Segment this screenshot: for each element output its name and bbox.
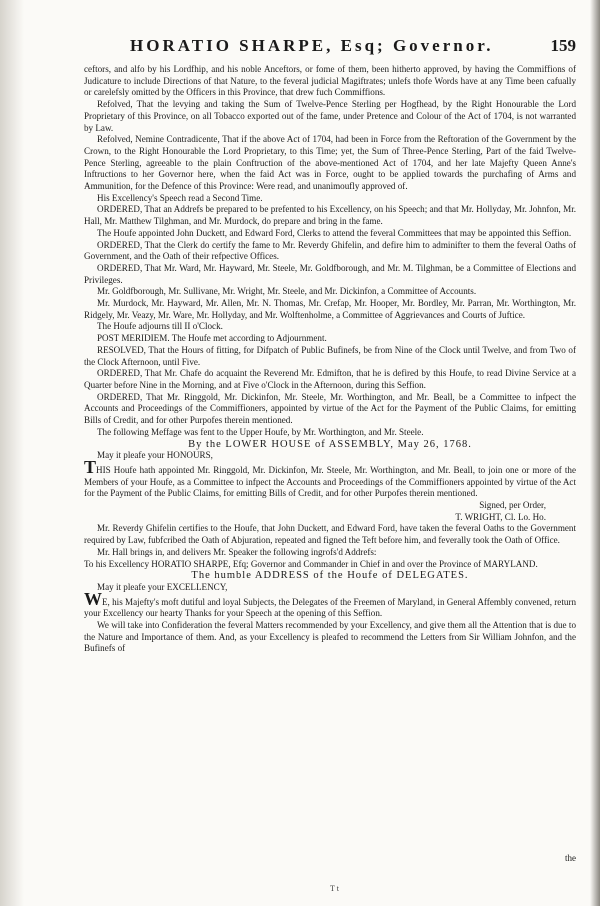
- paragraph: Refolved, Nemine Contradicente, That if the above Act of 1704, had been in Force from the Reftoration of the Government by the Crown, to the Right Honourable the Lord Proprietary, to this Time; yet, the Sum of Three-Pence Sterling, Part of the faid Twelve-Pence Sterling, agreeable to the plain Conftruction of the above-mentioned Act of 1704, and her late Majefty Queen Anne's Inftructions to her Governor here, when the faid Act was in Force, ought to be applied towards the purchafing of Arms and Ammunition, for the Defence of this Province: Were read, and unanimoufly approved of.: [84, 134, 576, 192]
- paragraph: The Houfe adjourns till II o'Clock.: [97, 321, 223, 332]
- section-heading: The humble ADDRESS of the Houfe of DELEGATES.: [191, 570, 469, 582]
- signature-line: Signed, per Order,: [479, 500, 546, 511]
- catchword: the: [565, 853, 576, 863]
- signature-mark: T t: [330, 884, 339, 893]
- signature-line: T. WRIGHT, Cl. Lo. Ho.: [455, 511, 546, 522]
- running-head: HORATIO SHARPE, Esq; Governor.: [130, 36, 494, 55]
- page-body: [84, 64, 576, 655]
- paragraph: ORDERED, That the Clerk do certify the fame to Mr. Reverdy Ghifelin, and defire him to adminifter to them the feveral Oaths of Government, and the Oath of their refpective Offices.: [84, 239, 576, 262]
- paragraph: RESOLVED, That the Hours of fitting, for Difpatch of Public Bufinefs, be from Nine of the Clock until Twelve, and from Two of the Clock Afternoon, until Five.: [84, 344, 576, 367]
- paragraph: Mr. Goldfborough, Mr. Sullivane, Mr. Wright, Mr. Steele, and Mr. Dickinfon, a Committee of Accounts.: [97, 286, 477, 297]
- paragraph: [84, 456, 576, 500]
- page-header: [70, 36, 576, 58]
- drop-cap: T: [84, 456, 97, 477]
- paragraph: May it pleafe your HONOURS,: [97, 450, 213, 461]
- paragraph: May it pleafe your EXCELLENCY,: [97, 581, 228, 592]
- paragraph: ORDERED, That an Addrefs be prepared to be prefented to his Excellency, on his Speech; and that Mr. Hollyday, Mr. Johnfon, Mr. Hall, Mr. Matthew Tilghman, and Mr. Murdock, do prepare and bring in the fame.: [84, 204, 576, 227]
- paragraph: [84, 588, 576, 620]
- paragraph: POST MERIDIEM. The Houfe met according to Adjournment.: [97, 333, 327, 344]
- paragraph: ceftors, and alfo by his Lordfhip, and his noble Anceftors, or fome of them, been hitherto approved, by having the Commiffions of Judicature to include Directions of that Nature, to the feveral judicial Magiftrates; unlefs thofe Words have at any Time been cafually or carelefsly omitted by the Officers in this Province, that drew fuch Commiffions.: [84, 64, 576, 98]
- page-number: 159: [550, 36, 576, 55]
- paragraph: ORDERED, That Mr. Chafe do acquaint the Reverend Mr. Edmifton, that he is defired by this Houfe, to read Divine Service at a Quarter before Nine in the Morning, and at Five o'Clock in the Afternoon, during this Seffion.: [84, 368, 576, 390]
- drop-cap: W: [84, 588, 102, 609]
- paragraph: The Houfe appointed John Duckett, and Edward Ford, Clerks to attend the feveral Committees that may be appointed this Seffion.: [97, 227, 572, 238]
- paragraph: Mr. Murdock, Mr. Hayward, Mr. Allen, Mr. N. Thomas, Mr. Crefap, Mr. Hooper, Mr. Bordley, Mr. Parran, Mr. Worthington, Mr. Ridgely, Mr. Veazy, Mr. Ware, Mr. Hollyday, and Mr. Wolftenholme, a Committee of Aggrievances and Courts of Juftice.: [84, 298, 576, 320]
- section-heading: By the LOWER HOUSE of ASSEMBLY, May 26, 1768.: [188, 438, 472, 450]
- paragraph-text: E, his Majefty's moft dutiful and loyal Subjects, the Delegates of the Freemen of Maryland, in General Affembly convened, return your Excellency our hearty Thanks for your Speech at the opening of this Seffion.: [84, 596, 576, 619]
- paragraph: Refolved, That the levying and taking the Sum of Twelve-Pence Sterling per Hogfhead, by the Right Honourable the Lord Proprietary of this Province, on all Tobacco exported out of the fame, under Pretence and Colour of the Act of 1704, is not warranted by Law.: [84, 99, 576, 133]
- paragraph: We will take into Confideration the feveral Matters recommended by your Excellency, and give them all the Attention that is due to the Nature and Importance of them. And, as your Excellency is pleafed to recommend the Letters from Sir William Johnfon, and the Bufinefs of: [84, 620, 576, 654]
- paragraph: Mr. Hall brings in, and delivers Mr. Speaker the following ingrofs'd Addrefs:: [97, 546, 377, 557]
- paragraph: Mr. Reverdy Ghifelin certifies to the Houfe, that John Duckett, and Edward Ford, have taken the feveral Oaths to the Government required by Law, fubfcribed the Oath of Abjuration, repeated and figned the Teft before him, and feverally took the Oath of Office.: [84, 523, 576, 546]
- paragraph: ORDERED, That Mr. Ringgold, Mr. Dickinfon, Mr. Steele, Mr. Worthington, and Mr. Beall, be a Committee to infpect the Accounts and Proceedings of the Commiffioners, appointed by virtue of the Act for the Payment of the Public Claims, for emitting Bills of Credit, and for other Purpofes therein mentioned.: [84, 391, 576, 426]
- paragraph: To his Excellency HORATIO SHARPE, Efq; Governor and Commander in Chief in and over the Province of MARYLAND.: [84, 558, 538, 569]
- paragraph-text: HIS Houfe hath appointed Mr. Ringgold, Mr. Dickinfon, Mr. Steele, Mr. Worthington, and Mr. Beall, to join one or more of the Members of your Houfe, as a Committee to infpect the Accounts and Proceedings of the Commiffioners appointed by virtue of the Act for the Payment of the Public Claims, for emitting Bills of Credit, and for other Purpofes therein mentioned.: [84, 464, 576, 499]
- paragraph: ORDERED, That Mr. Ward, Mr. Hayward, Mr. Steele, Mr. Goldfborough, and Mr. M. Tilghman, be a Committee of Elections and Privileges.: [84, 262, 576, 285]
- paragraph: His Excellency's Speech read a Second Time.: [97, 192, 263, 203]
- paragraph: The following Meffage was fent to the Upper Houfe, by Mr. Worthington, and Mr. Steele.: [97, 426, 424, 437]
